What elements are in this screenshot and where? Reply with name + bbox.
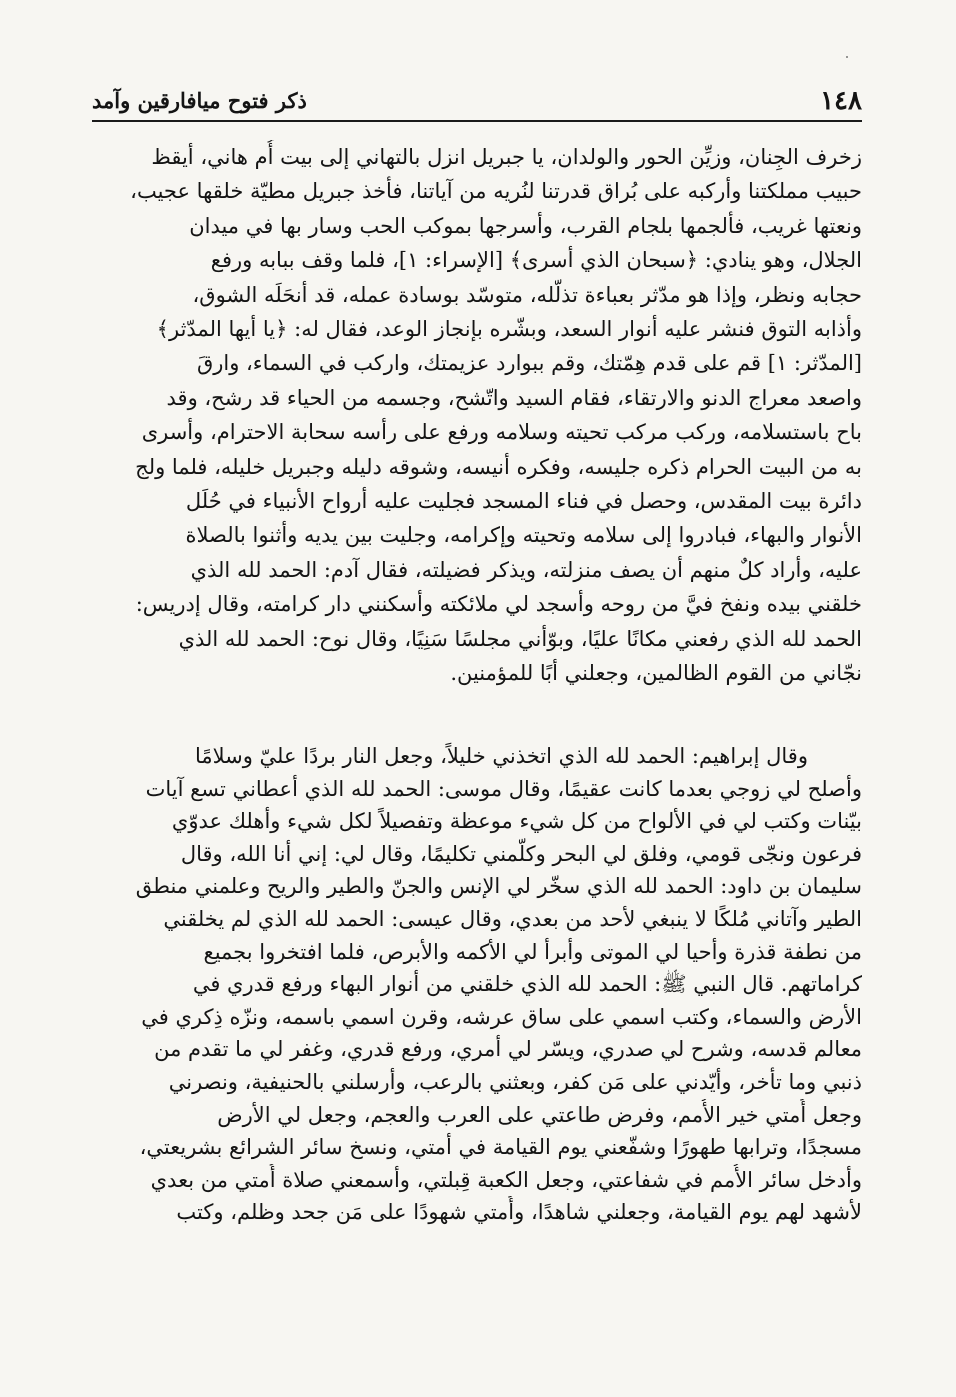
paragraph-2 — [92, 740, 862, 1229]
text-line: عليه، وأراد كلٌ منهم أن يصف منزلته، ويذكر فضيلته، فقال آدم: الحمد لله الذي — [190, 557, 862, 582]
text-line: معالم قدسه، وشرح لي صدري، ويسّر لي أمري، ورفع قدري، وغفر لي ما تقدم من — [154, 1037, 862, 1062]
text-line: دائرة بيت المقدس، وحصل في فناء المسجد فجليت عليه أرواح الأنبياء في حُلَل — [185, 489, 862, 514]
text-line: وجعل أُمتي خير الأُمم، وفرض طاعتي على العرب والعجم، وجعل لي الأرض — [217, 1102, 862, 1127]
text-line: من نطفة قذرة وأحيا لي الموتى وأبرأ لي الأكمه والأبرص، فلما افتخروا بجميع — [203, 939, 862, 964]
header-rule — [92, 120, 862, 122]
page-header — [92, 84, 862, 118]
text-line: حبيب مملكتنا وأركبه على بُراق قدرتنا لنُريه من آياتنا، فأخذ جبريل مطيّة خلقها عجيب، — [130, 179, 862, 204]
text-line: ذنبي وما تأخر، وأيّدني على مَن كفر، وبعثني بالرعب، وأرسلني بالحنيفية، ونصرني — [168, 1069, 862, 1094]
text-line: نجّاني من القوم الظالمين، وجعلني أبًا للمؤمنين. — [450, 661, 862, 686]
text-line: باح باستسلامه، وركب مركب تحيته وسلامه ورفع على رأسه سحابة الاحترام، وأسرى — [141, 420, 862, 445]
running-title: ذكر فتوح ميافارقين وآمد — [92, 88, 307, 113]
text-line: وأصلح لي زوجي بعدما كانت عقيمًا، وقال موسى: الحمد لله الذي أعطاني تسع آيات — [145, 776, 862, 801]
speck-mark — [846, 56, 848, 58]
text-line: مسجدًا، وترابها طهورًا وشفّعني يوم القيامة في أمتي، ونسخ سائر الشرائع بشريعتي، — [139, 1135, 862, 1160]
text-line: الأرض والسماء، وكتب اسمي على ساق عرشه، وقرن اسمي باسمه، ونزّه ذِكري في — [141, 1004, 862, 1029]
text-line: لأشهد لهم يوم القيامة، وجعلني شاهدًا، وأُمتي شهودًا على مَن جحد وظلم، وكتب — [176, 1200, 862, 1225]
text-line: وأدخل سائر الأُمم في شفاعتي، وجعل الكعبة قِبلتي، وأسمعني صلاة أُمتي من بعدي — [150, 1167, 862, 1192]
text-line: به من البيت الحرام ذكره جليسه، وفكره أنيسه، وشوقه دليله وجبريل خليله، فلما ولج — [135, 454, 862, 479]
text-line: الأنوار والبهاء، فبادروا إلى سلامه وتحيته وإكرامه، وجليت بين يديه وأثنوا بالصلاة — [185, 523, 862, 548]
text-line: خلقني بيده ونفخ فيَّ من روحه وأسجد لي ملائكته وأسكنني دار كرامته، وقال إدريس: — [135, 592, 862, 617]
text-line: حجابه ونظر، وإذا هو مدّثر بعباءة تذلّله، متوسّد بوسادة عمله، قد أنحَلَه الشوق، — [192, 282, 862, 307]
text-line: واصعد معراج الدنو والارتقاء، فقام السيد واتّشح، وجسمه من الحياء قد رشح، وقد — [166, 385, 862, 410]
text-line: بيّنات وكتب لي في الألواح من كل شيء موعظة وتفصيلاً لكل شيء وأهلك عدوّي — [171, 809, 862, 834]
paragraph-1 — [92, 140, 862, 691]
text-line: فرعون ونجّى قومي، وفلق لي البحر وكلّمني تكليمًا، وقال لي: إني أنا الله، وقال — [180, 841, 862, 866]
text-line: الجلال، وهو ينادي: ﴿سبحان الذي أسرى﴾ [الإسراء: ١]، فلما وقف ببابه ورفع — [210, 248, 862, 273]
page-number: ١٤٨ — [820, 86, 862, 116]
text-line: وأذابه التوق فنشر عليه أنوار السعد، وبشّره بإنجاز الوعد، فقال له: ﴿يا أيها المدّثر﴾ — [156, 317, 862, 342]
text-line: [المدّثر: ١] قم على قدم هِمّتك، وقم ببوارد عزيمتك، واركب في السماء، وارقَ — [196, 351, 862, 376]
text-line: سليمان بن داود: الحمد لله الذي سخّر لي الإنس والجنّ والطير والريح وعلمني منطق — [135, 874, 862, 899]
text-line: وقال إبراهيم: الحمد لله الذي اتخذني خليلاً، وجعل النار بردًا عليّ وسلامًا — [194, 744, 808, 768]
text-line: الحمد لله الذي رفعني مكانًا عليًا، وبوّأني مجلسًا سَنِيًا، وقال نوح: الحمد لله الذي — [178, 626, 862, 651]
text-line: الطير وآتاني مُلكًا لا ينبغي لأحد من بعدي، وقال عيسى: الحمد لله الذي لم يخلقني — [163, 906, 862, 931]
text-line: كراماتهم. قال النبي ﷺ: الحمد لله الذي خلقني من أنوار البهاء ورفع قدري في — [192, 972, 862, 997]
text-line: ونعتها غريب، فألجمها بلجام القرب، وأسرجها بموكب الحب وسار بها في ميدان — [189, 213, 862, 238]
text-line: زخرف الجِنان، وزيِّن الحور والولدان، يا جبريل انزل بالتهاني إلى بيت أُم هاني، أيقظ — [151, 145, 862, 169]
